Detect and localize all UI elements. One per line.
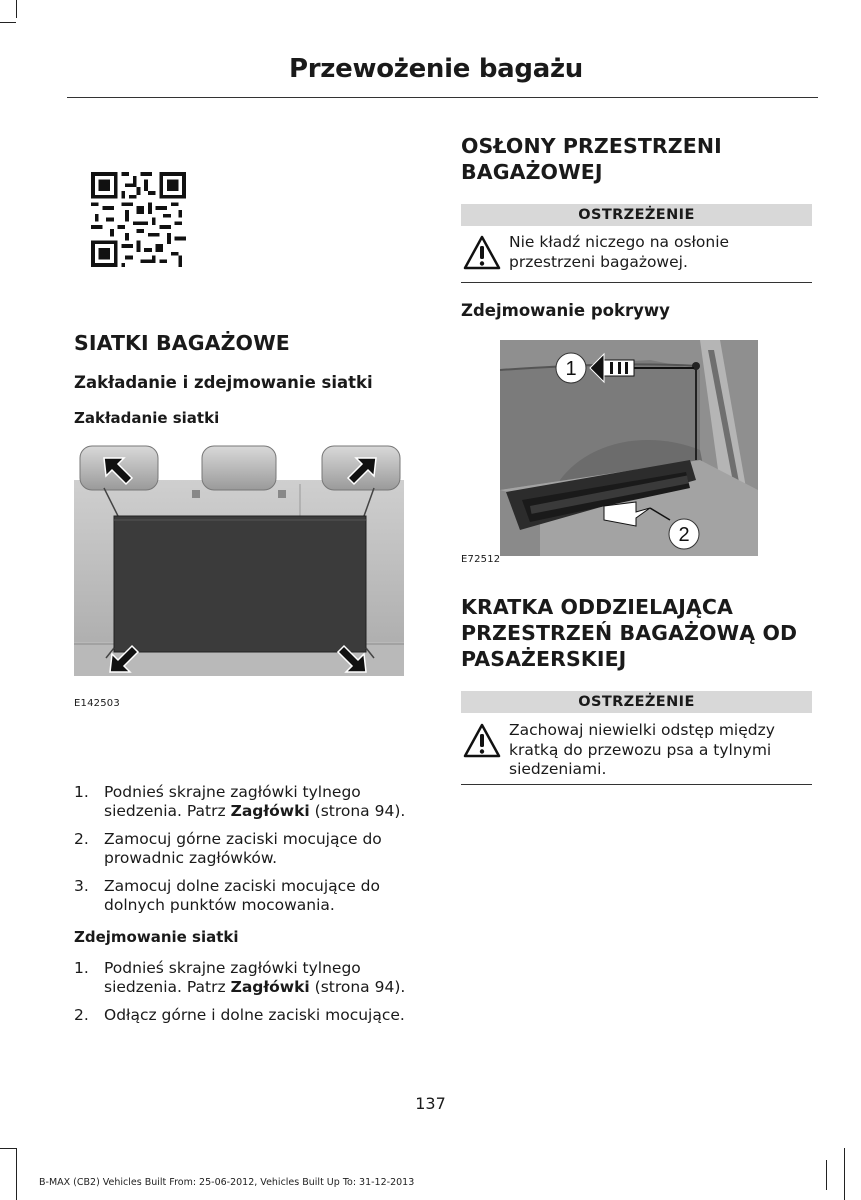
remove-steps-list <box>74 959 429 1034</box>
callout-1: 1 <box>565 358 577 380</box>
crop-mark <box>0 22 16 23</box>
page-number: 137 <box>415 1094 446 1113</box>
header-rule <box>67 97 818 98</box>
figure-code-right: E72512 <box>461 554 501 565</box>
warning-text: Zachowaj niewielki odstęp między kratką do przewozu psa a tylnymi siedzeniami. <box>509 721 775 778</box>
install-steps-list <box>74 783 429 924</box>
warning-rule <box>461 784 812 785</box>
list-item: 3. Zamocuj dolne zaciski mocujące do dolnych punktów mocowania. <box>74 877 380 914</box>
warning-triangle-icon <box>463 722 501 760</box>
headrests-link[interactable]: Zagłówki <box>230 978 310 996</box>
subtitle-install-remove: Zakładanie i zdejmowanie siatki <box>74 373 373 392</box>
section-title-load-cover: OSŁONY PRZESTRZENI BAGAŻOWEJ <box>461 134 722 184</box>
qr-code-icon <box>91 172 186 267</box>
crop-mark <box>0 1148 16 1149</box>
cargo-cover-illustration <box>500 340 758 556</box>
heading-install: Zakładanie siatki <box>74 409 220 427</box>
callout-2: 2 <box>678 524 690 546</box>
section-title-dog-guard: KRATKA ODDZIELAJĄCA PRZESTRZEŃ BAGAŻOWĄ OD PASAŻERSKIEJ <box>461 595 798 671</box>
heading-remove-net: Zdejmowanie siatki <box>74 928 239 946</box>
crop-mark <box>844 1148 845 1200</box>
headrests-link[interactable]: Zagłówki <box>230 802 310 820</box>
warning-label: OSTRZEŻENIE <box>461 204 812 226</box>
crop-mark <box>16 0 17 18</box>
list-item: 2. Odłącz górne i dolne zaciski mocujące. <box>74 1006 405 1024</box>
warning-rule <box>461 282 812 283</box>
footer-text: B-MAX (CB2) Vehicles Built From: 25-06-2012, Vehicles Built Up To: 31-12-2013 <box>39 1177 415 1188</box>
warning-text: Nie kładź niczego na osłonie przestrzeni bagażowej. <box>509 233 730 271</box>
list-item: 1. Podnieś skrajne zagłówki tylnego siedzenia. Patrz Zagłówki (strona 94). <box>74 959 406 996</box>
crop-mark <box>826 1160 827 1190</box>
warning-label: OSTRZEŻENIE <box>461 691 812 713</box>
warning-triangle-icon <box>463 234 501 272</box>
luggage-net-illustration <box>74 444 404 676</box>
page-title: Przewożenie bagażu <box>289 54 583 84</box>
list-item: 2. Zamocuj górne zaciski mocujące do prowadnic zagłówków. <box>74 830 382 867</box>
heading-remove-cover: Zdejmowanie pokrywy <box>461 301 670 320</box>
figure-code-left: E142503 <box>74 698 120 709</box>
crop-mark <box>16 1148 17 1200</box>
list-item: 1. Podnieś skrajne zagłówki tylnego siedzenia. Patrz Zagłówki (strona 94). <box>74 783 406 820</box>
section-title-luggage-nets: SIATKI BAGAŻOWE <box>74 331 290 355</box>
